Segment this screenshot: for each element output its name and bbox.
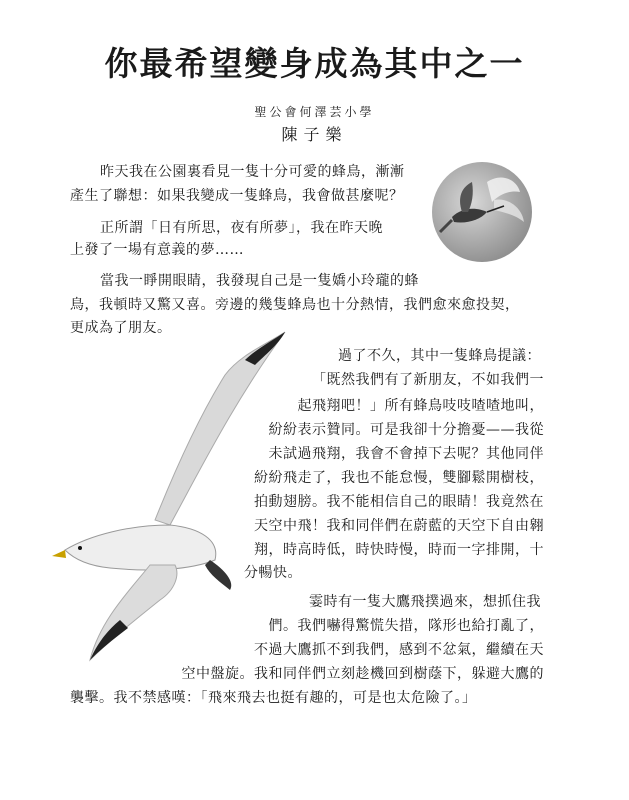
text-line-11: 紛紛表示贊同。可是我卻十分擔憂——我從 (268, 422, 544, 438)
text-line-12: 未試過飛翔，我會不會掉下去呢？其他同伴 (268, 446, 544, 462)
text-line-8: 過了不久，其中一隻蜂鳥提議： (338, 348, 541, 364)
text-line-17: 分暢快。 (244, 565, 302, 581)
text-line-5: 當我一睜開眼睛，我發現自己是一隻嬌小玲瓏的蜂 (100, 273, 419, 289)
text-line-19: 們。我們嚇得驚慌失措，隊形也給打亂了， (268, 618, 544, 634)
text-line-6: 鳥，我頓時又驚又喜。旁邊的幾隻蜂鳥也十分熱情，我們愈來愈投契， (70, 297, 520, 313)
essay-title: 你最希望變身成為其中之一 (104, 44, 525, 83)
text-line-22: 襲擊。我不禁感嘆：「飛來飛去也挺有趣的，可是也太危險了。」 (70, 690, 477, 706)
text-line-18: 霎時有一隻大鷹飛撲過來，想抓住我 (309, 594, 541, 610)
text-line-10: 起飛翔吧！」所有蜂鳥吱吱喳喳地叫， (297, 398, 544, 414)
text-line-20: 不過大鷹抓不到我們，感到不忿氣，繼續在天 (254, 642, 544, 658)
author-name: 陳子樂 (281, 125, 348, 144)
text-line-21: 空中盤旋。我和同伴們立刻趁機回到樹蔭下，躲避大鷹的 (181, 666, 544, 682)
text-line-9: 「既然我們有了新朋友，不如我們一 (312, 372, 544, 388)
text-line-16: 翔，時高時低，時快時慢，時而一字排開，十 (254, 542, 544, 558)
school-name: 聖公會何澤芸小學 (254, 105, 375, 119)
text-line-3: 正所謂「日有所思，夜有所夢」，我在昨天晚 (100, 220, 383, 236)
text-line-14: 拍動翅膀。我不能相信自己的眼睛！我竟然在 (254, 494, 544, 510)
text-line-13: 紛紛飛走了，我也不能怠慢，雙腳鬆開樹枝， (254, 470, 544, 486)
text-line-2: 產生了聯想：如果我變成一隻蜂鳥，我會做甚麼呢？ (70, 188, 404, 204)
hummingbird-photo (432, 162, 532, 262)
text-line-1: 昨天我在公園裏看見一隻十分可愛的蜂鳥，漸漸 (100, 164, 405, 180)
text-line-4: 上發了一場有意義的夢…… (70, 242, 244, 258)
text-line-15: 天空中飛！我和同伴們在蔚藍的天空下自由翱 (254, 518, 544, 534)
text-line-7: 更成為了朋友。 (70, 320, 172, 336)
